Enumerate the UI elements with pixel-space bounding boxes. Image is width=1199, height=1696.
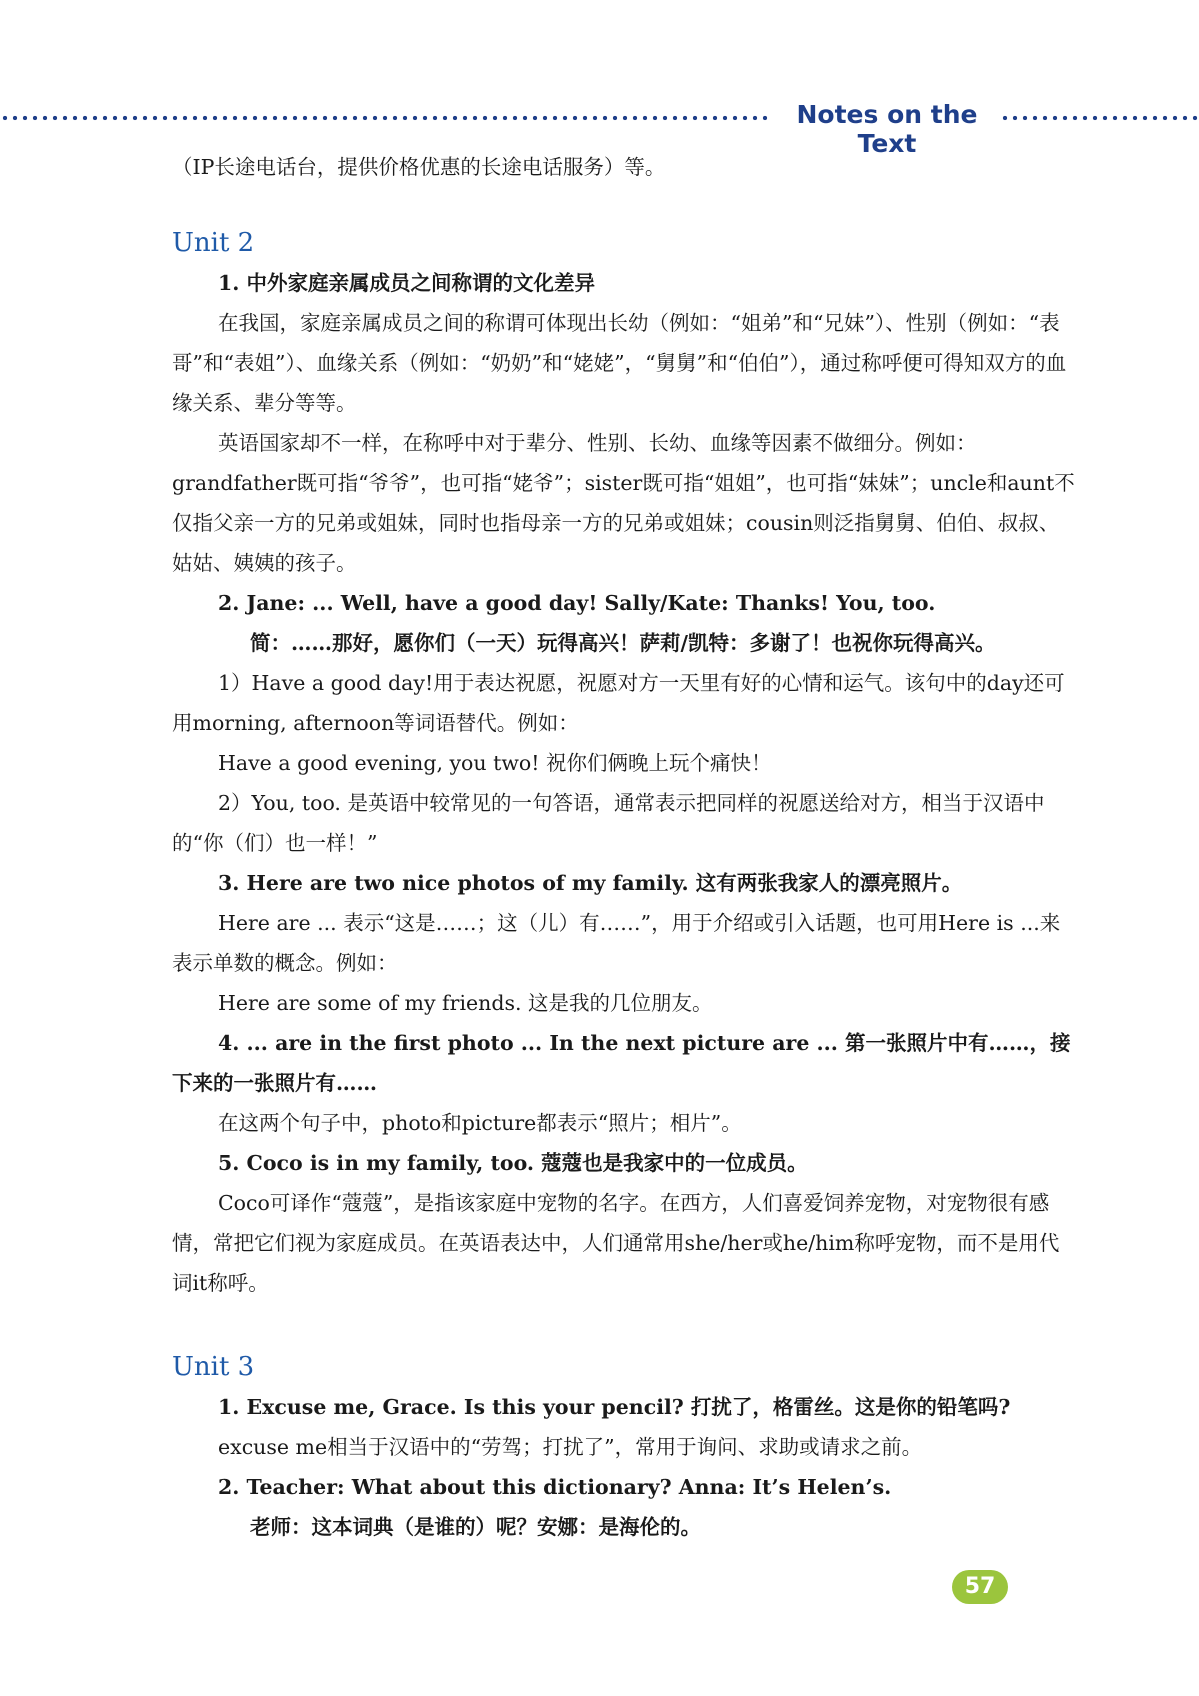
unit2-note3-title: 3. Here are two nice photos of my family. 这有两张我家人的漂亮照片。 bbox=[218, 871, 963, 895]
unit2-note4-para1: 在这两个句子中，photo和picture都表示“照片；相片”。 bbox=[218, 1111, 742, 1135]
unit2-note2-translation: 简：……那好，愿你们（一天）玩得高兴！萨莉/凯特：多谢了！也祝你玩得高兴。 bbox=[250, 631, 996, 655]
unit2-note5-para1: Coco可译作“蔻蔻”，是指该家庭中宠物的名字。在西方，人们喜爱饲养宠物，对宠物很有感情，常把它们视为家庭成员。在英语表达中，人们通常用she/her或he/him称呼宠物，而不是用代词it称呼。 bbox=[172, 1191, 1060, 1295]
unit3-note2-translation: 老师：这本词典（是谁的）呢？安娜：是海伦的。 bbox=[250, 1515, 701, 1539]
unit3-note1-para1: excuse me相当于汉语中的“劳驾；打扰了”，常用于询问、求助或请求之前。 bbox=[218, 1435, 923, 1459]
running-header bbox=[0, 96, 1199, 158]
unit2-note1-title: 1. 中外家庭亲属成员之间称谓的文化差异 bbox=[218, 271, 596, 295]
unit2-note4-title: 4. ... are in the first photo ... In the next picture are ... 第一张照片中有……，接下来的一张照片有…… bbox=[172, 1031, 1071, 1095]
unit2-note5-title: 5. Coco is in my family, too. 蔻蔻也是我家中的一位成员。 bbox=[218, 1151, 808, 1175]
unit3-note1-title: 1. Excuse me, Grace. Is this your pencil? 打扰了，格雷丝。这是你的铅笔吗? bbox=[218, 1395, 1011, 1419]
header-dotted-rule-left bbox=[0, 115, 772, 121]
unit-3-section bbox=[172, 1347, 1078, 1547]
unit2-note2-para1: 1）Have a good day!用于表达祝愿，祝愿对方一天里有好的心情和运气。该句中的day还可用morning, afternoon等词语替代。例如： bbox=[172, 671, 1065, 735]
page-number-badge: 57 bbox=[952, 1570, 1008, 1604]
unit-2-section bbox=[172, 223, 1078, 1303]
unit2-note2-para2: 2）You, too. 是英语中较常见的一句答语，通常表示把同样的祝愿送给对方，相当于汉语中的“你（们）也一样！” bbox=[172, 791, 1045, 855]
unit2-note1-para1: 在我国，家庭亲属成员之间的称谓可体现出长幼（例如：“姐弟”和“兄妹”）、性别（例如：“表哥”和“表姐”）、血缘关系（例如：“奶奶”和“姥姥”，“舅舅”和“伯伯”），通过称呼便可得知双方的血缘关系、辈分等等。 bbox=[172, 311, 1067, 415]
unit2-note1-para2: 英语国家却不一样，在称呼中对于辈分、性别、长幼、血缘等因素不做细分。例如：grandfather既可指“爷爷”，也可指“姥爷”；sister既可指“姐姐”，也可指“妹妹”；uncle和aunt不仅指父亲一方的兄弟或姐妹，同时也指母亲一方的兄弟或姐妹；cousin则泛指舅舅、伯伯、叔叔、姑姑、姨姨的孩子。 bbox=[172, 431, 1075, 575]
unit2-note3-example: Here are some of my friends. 这是我的几位朋友。 bbox=[218, 991, 713, 1015]
unit-2-heading: Unit 2 bbox=[172, 228, 255, 258]
header-dotted-rule-right bbox=[1000, 115, 1199, 121]
header-title: Notes on the Text bbox=[796, 100, 978, 158]
unit2-note2-example: Have a good evening, you two! 祝你们俩晚上玩个痛快！ bbox=[218, 751, 772, 775]
unit2-note3-para1: Here are ... 表示“这是……；这（儿）有……”，用于介绍或引入话题，也可用Here is ...来表示单数的概念。例如： bbox=[172, 911, 1061, 975]
page-content bbox=[172, 147, 1078, 1547]
unit-3-heading: Unit 3 bbox=[172, 1352, 255, 1382]
unit3-note2-title: 2. Teacher: What about this dictionary? Anna: It’s Helen’s. bbox=[218, 1475, 892, 1499]
intro-line: （IP长途电话台，提供价格优惠的长途电话服务）等。 bbox=[172, 155, 666, 179]
unit2-note2-title: 2. Jane: ... Well, have a good day! Sally/Kate: Thanks! You, too. bbox=[218, 591, 936, 615]
